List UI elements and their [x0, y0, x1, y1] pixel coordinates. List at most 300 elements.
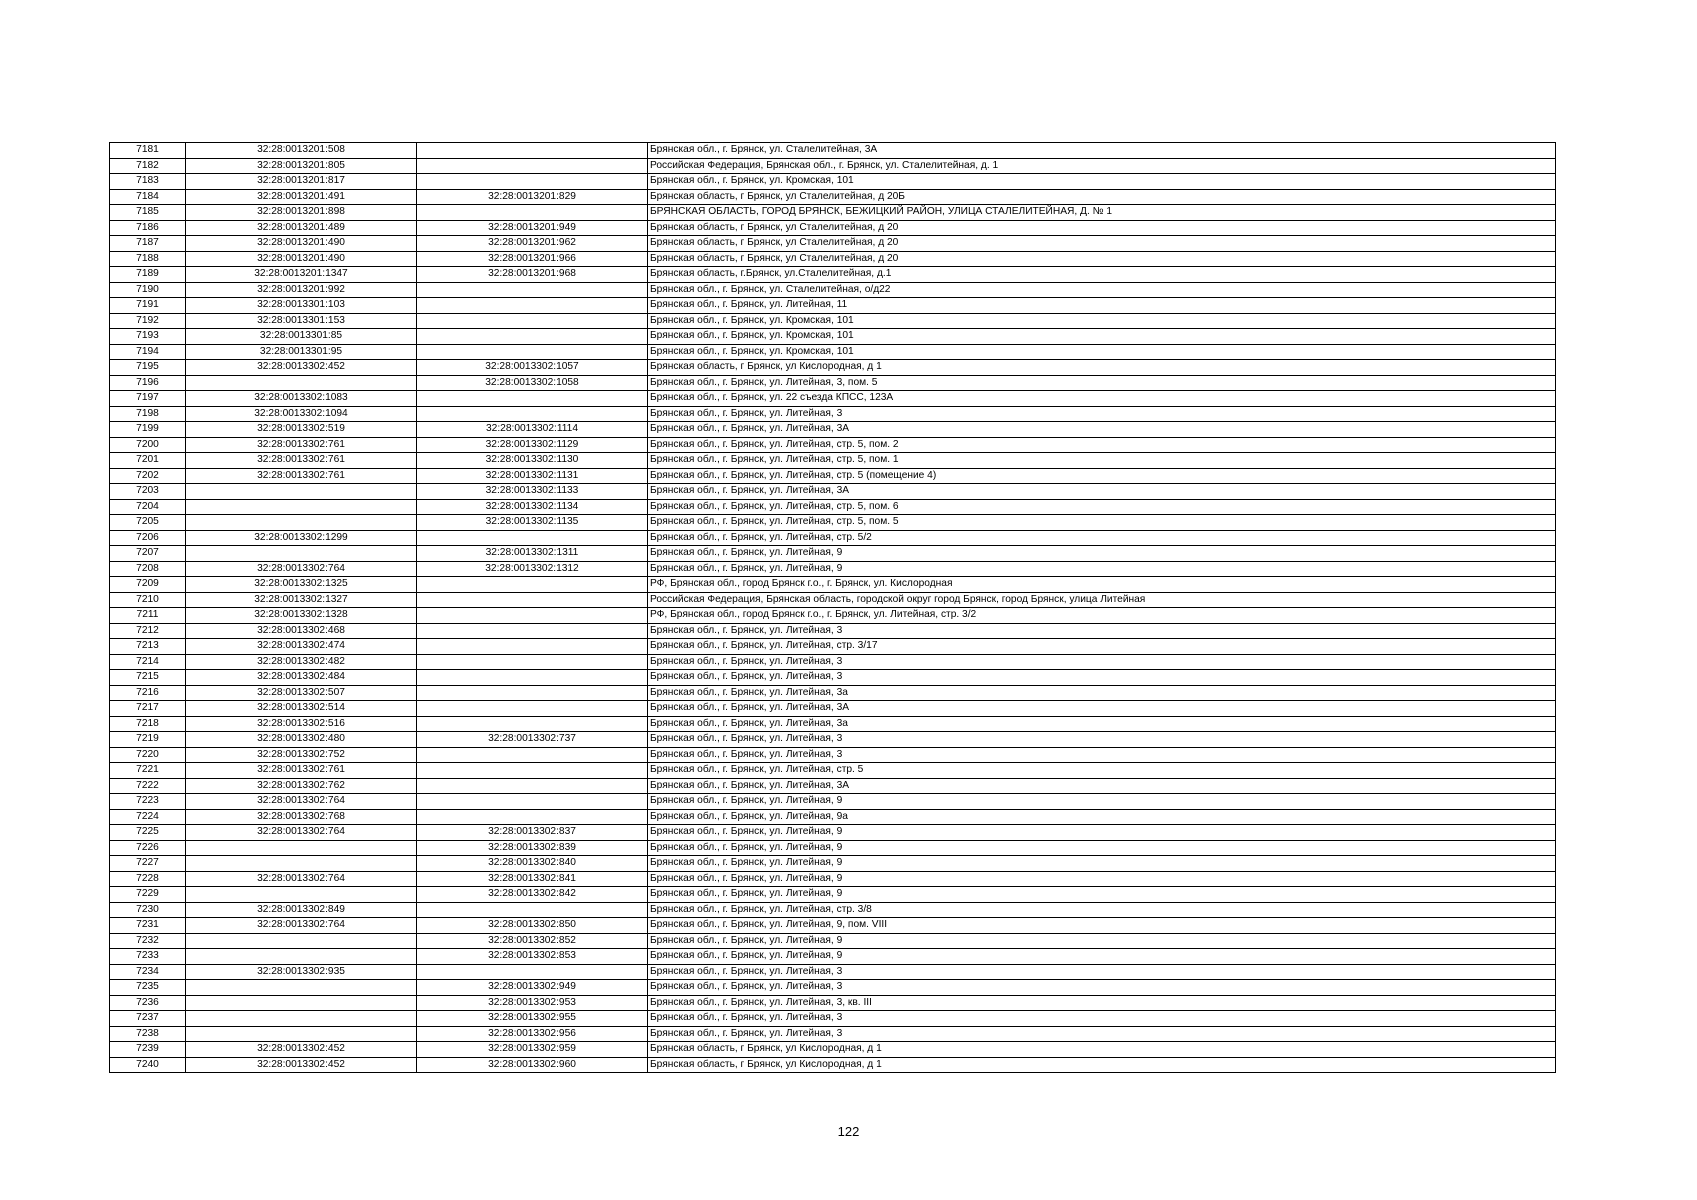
- address-cell: Брянская обл., г. Брянск, ул. Литейная, 3а: [648, 716, 1556, 732]
- table-row: [110, 453, 1556, 469]
- table-row: [110, 980, 1556, 996]
- related-cadastral-number-cell: 32:28:0013302:850: [417, 918, 648, 934]
- cadastral-number-cell: 32:28:0013201:898: [186, 205, 417, 221]
- related-cadastral-number-cell: 32:28:0013302:1130: [417, 453, 648, 469]
- related-cadastral-number-cell: 32:28:0013201:966: [417, 251, 648, 267]
- related-cadastral-number-cell: 32:28:0013302:1133: [417, 484, 648, 500]
- table-row: [110, 902, 1556, 918]
- address-cell: Брянская обл., г. Брянск, ул. Литейная, стр. 5/2: [648, 530, 1556, 546]
- related-cadastral-number-cell: 32:28:0013302:1134: [417, 499, 648, 515]
- row-number-cell: 7204: [110, 499, 186, 515]
- related-cadastral-number-cell: [417, 391, 648, 407]
- address-cell: Брянская обл., г. Брянск, ул. Литейная, 3А: [648, 422, 1556, 438]
- table-row: [110, 360, 1556, 376]
- table-row: [110, 577, 1556, 593]
- related-cadastral-number-cell: [417, 654, 648, 670]
- row-number-cell: 7213: [110, 639, 186, 655]
- table-row: [110, 236, 1556, 252]
- table-row: [110, 685, 1556, 701]
- row-number-cell: 7214: [110, 654, 186, 670]
- table-row: [110, 747, 1556, 763]
- cadastral-number-cell: [186, 949, 417, 965]
- address-cell: Брянская обл., г. Брянск, ул. Литейная, 3, пом. 5: [648, 375, 1556, 391]
- address-cell: Брянская область, г Брянск, ул Сталелитейная, д 20: [648, 251, 1556, 267]
- related-cadastral-number-cell: 32:28:0013302:959: [417, 1042, 648, 1058]
- related-cadastral-number-cell: [417, 778, 648, 794]
- row-number-cell: 7216: [110, 685, 186, 701]
- row-number-cell: 7212: [110, 623, 186, 639]
- row-number-cell: 7190: [110, 282, 186, 298]
- table-row: [110, 313, 1556, 329]
- row-number-cell: 7196: [110, 375, 186, 391]
- row-number-cell: 7240: [110, 1057, 186, 1073]
- cadastral-number-cell: [186, 980, 417, 996]
- related-cadastral-number-cell: [417, 298, 648, 314]
- table-row: [110, 716, 1556, 732]
- page-number: 122: [837, 1124, 860, 1139]
- related-cadastral-number-cell: [417, 174, 648, 190]
- address-cell: Брянская обл., г. Брянск, ул. Литейная, 9: [648, 825, 1556, 841]
- table-row: [110, 918, 1556, 934]
- table-row: [110, 174, 1556, 190]
- row-number-cell: 7191: [110, 298, 186, 314]
- related-cadastral-number-cell: [417, 639, 648, 655]
- related-cadastral-number-cell: 32:28:0013302:1057: [417, 360, 648, 376]
- related-cadastral-number-cell: [417, 716, 648, 732]
- address-cell: Брянская обл., г. Брянск, ул. Кромская, 101: [648, 174, 1556, 190]
- address-cell: Брянская обл., г. Брянск, ул. Литейная, 3: [648, 964, 1556, 980]
- address-cell: Брянская обл., г. Брянск, ул. Литейная, 9: [648, 949, 1556, 965]
- address-cell: Брянская обл., г. Брянск, ул. Литейная, 3: [648, 406, 1556, 422]
- table-row: [110, 639, 1556, 655]
- row-number-cell: 7197: [110, 391, 186, 407]
- cadastral-number-cell: [186, 1026, 417, 1042]
- cadastral-number-cell: 32:28:0013302:452: [186, 360, 417, 376]
- address-cell: Брянская обл., г. Брянск, ул. Кромская, 101: [648, 329, 1556, 345]
- cadastral-number-cell: 32:28:0013302:935: [186, 964, 417, 980]
- row-number-cell: 7192: [110, 313, 186, 329]
- row-number-cell: 7203: [110, 484, 186, 500]
- address-cell: РФ, Брянская обл., город Брянск г.о., г. Брянск, ул. Литейная, стр. 3/2: [648, 608, 1556, 624]
- address-cell: Брянская обл., г. Брянск, ул. Кромская, 101: [648, 344, 1556, 360]
- address-cell: Брянская область, г Брянск, ул Сталелитейная, д 20: [648, 220, 1556, 236]
- row-number-cell: 7200: [110, 437, 186, 453]
- related-cadastral-number-cell: [417, 329, 648, 345]
- related-cadastral-number-cell: [417, 794, 648, 810]
- row-number-cell: 7184: [110, 189, 186, 205]
- table-row: [110, 158, 1556, 174]
- cadastral-number-cell: 32:28:0013302:761: [186, 453, 417, 469]
- table-row: [110, 406, 1556, 422]
- cadastral-number-cell: 32:28:0013302:764: [186, 794, 417, 810]
- address-cell: Брянская обл., г. Брянск, ул. Литейная, 3: [648, 1026, 1556, 1042]
- address-cell: Брянская обл., г. Брянск, ул. Литейная, 3а: [648, 685, 1556, 701]
- cadastral-number-cell: 32:28:0013302:482: [186, 654, 417, 670]
- address-cell: Брянская обл., г. Брянск, ул. Литейная, 9: [648, 840, 1556, 856]
- row-number-cell: 7221: [110, 763, 186, 779]
- address-cell: Брянская обл., г. Брянск, ул. Литейная, 3А: [648, 701, 1556, 717]
- cadastral-number-cell: [186, 995, 417, 1011]
- cadastral-number-cell: [186, 887, 417, 903]
- row-number-cell: 7227: [110, 856, 186, 872]
- row-number-cell: 7219: [110, 732, 186, 748]
- cadastral-number-cell: 32:28:0013301:95: [186, 344, 417, 360]
- related-cadastral-number-cell: 32:28:0013302:949: [417, 980, 648, 996]
- address-cell: Брянская обл., г. Брянск, ул. Литейная, 3: [648, 654, 1556, 670]
- related-cadastral-number-cell: 32:28:0013302:960: [417, 1057, 648, 1073]
- cadastral-number-cell: [186, 484, 417, 500]
- cadastral-number-cell: 32:28:0013302:516: [186, 716, 417, 732]
- related-cadastral-number-cell: 32:28:0013302:1129: [417, 437, 648, 453]
- cadastral-number-cell: 32:28:0013302:484: [186, 670, 417, 686]
- table-row: [110, 670, 1556, 686]
- row-number-cell: 7208: [110, 561, 186, 577]
- address-cell: Брянская обл., г. Брянск, ул. Литейная, 3: [648, 732, 1556, 748]
- cadastral-number-cell: 32:28:0013302:468: [186, 623, 417, 639]
- cadastral-number-cell: 32:28:0013201:491: [186, 189, 417, 205]
- address-cell: РФ, Брянская обл., город Брянск г.о., г. Брянск, ул. Кислородная: [648, 577, 1556, 593]
- related-cadastral-number-cell: 32:28:0013302:837: [417, 825, 648, 841]
- address-cell: Брянская обл., г. Брянск, ул. Литейная, 3, кв. III: [648, 995, 1556, 1011]
- row-number-cell: 7187: [110, 236, 186, 252]
- table-row: [110, 623, 1556, 639]
- related-cadastral-number-cell: [417, 530, 648, 546]
- address-cell: Брянская обл., г. Брянск, ул. Литейная, 9: [648, 794, 1556, 810]
- address-cell: Брянская обл., г. Брянск, ул. Кромская, 101: [648, 313, 1556, 329]
- table-row: [110, 267, 1556, 283]
- row-number-cell: 7207: [110, 546, 186, 562]
- cadastral-number-cell: 32:28:0013302:764: [186, 561, 417, 577]
- row-number-cell: 7235: [110, 980, 186, 996]
- cadastral-number-cell: 32:28:0013201:992: [186, 282, 417, 298]
- address-cell: Брянская область, г Брянск, ул Кислородная, д 1: [648, 1042, 1556, 1058]
- row-number-cell: 7233: [110, 949, 186, 965]
- related-cadastral-number-cell: [417, 763, 648, 779]
- table-row: [110, 344, 1556, 360]
- row-number-cell: 7239: [110, 1042, 186, 1058]
- address-cell: Брянская область, г Брянск, ул Кислородная, д 1: [648, 1057, 1556, 1073]
- table-row: [110, 933, 1556, 949]
- cadastral-number-cell: 32:28:0013302:1094: [186, 406, 417, 422]
- table-row: [110, 964, 1556, 980]
- related-cadastral-number-cell: [417, 205, 648, 221]
- cadastral-number-cell: 32:28:0013302:452: [186, 1057, 417, 1073]
- table-row: [110, 794, 1556, 810]
- address-cell: Брянская обл., г. Брянск, ул. Литейная, 11: [648, 298, 1556, 314]
- table-row: [110, 871, 1556, 887]
- related-cadastral-number-cell: [417, 313, 648, 329]
- address-cell: Брянская обл., г. Брянск, ул. Литейная, стр. 5, пом. 6: [648, 499, 1556, 515]
- related-cadastral-number-cell: [417, 670, 648, 686]
- row-number-cell: 7189: [110, 267, 186, 283]
- row-number-cell: 7220: [110, 747, 186, 763]
- table-row: [110, 778, 1556, 794]
- address-cell: Брянская обл., г. Брянск, ул. Литейная, 3: [648, 623, 1556, 639]
- cadastral-number-cell: 32:28:0013302:1299: [186, 530, 417, 546]
- table-row: [110, 546, 1556, 562]
- table-row: [110, 654, 1556, 670]
- address-cell: Брянская область, г Брянск, ул Сталелитейная, д 20Б: [648, 189, 1556, 205]
- row-number-cell: 7193: [110, 329, 186, 345]
- row-number-cell: 7188: [110, 251, 186, 267]
- address-cell: Брянская обл., г. Брянск, ул. 22 съезда КПСС, 123А: [648, 391, 1556, 407]
- related-cadastral-number-cell: [417, 158, 648, 174]
- address-cell: Брянская обл., г. Брянск, ул. Литейная, 3: [648, 1011, 1556, 1027]
- address-cell: Брянская обл., г. Брянск, ул. Литейная, 9а: [648, 809, 1556, 825]
- cadastral-number-cell: 32:28:0013302:1083: [186, 391, 417, 407]
- related-cadastral-number-cell: 32:28:0013302:1114: [417, 422, 648, 438]
- cadastral-number-cell: 32:28:0013201:508: [186, 143, 417, 159]
- address-cell: Брянская область, г.Брянск, ул.Сталелитейная, д.1: [648, 267, 1556, 283]
- related-cadastral-number-cell: [417, 143, 648, 159]
- related-cadastral-number-cell: [417, 592, 648, 608]
- row-number-cell: 7237: [110, 1011, 186, 1027]
- cadastral-number-cell: [186, 375, 417, 391]
- cadastral-number-cell: [186, 840, 417, 856]
- cadastral-number-cell: [186, 933, 417, 949]
- address-cell: Брянская обл., г. Брянск, ул. Литейная, 9: [648, 856, 1556, 872]
- related-cadastral-number-cell: 32:28:0013302:842: [417, 887, 648, 903]
- related-cadastral-number-cell: 32:28:0013302:955: [417, 1011, 648, 1027]
- row-number-cell: 7222: [110, 778, 186, 794]
- row-number-cell: 7201: [110, 453, 186, 469]
- row-number-cell: 7230: [110, 902, 186, 918]
- table-row: [110, 391, 1556, 407]
- table-row: [110, 856, 1556, 872]
- address-cell: Брянская обл., г. Брянск, ул. Литейная, 3: [648, 670, 1556, 686]
- address-cell: Брянская обл., г. Брянск, ул. Литейная, 9: [648, 871, 1556, 887]
- related-cadastral-number-cell: [417, 344, 648, 360]
- address-cell: Брянская обл., г. Брянск, ул. Литейная, 9, пом. VIII: [648, 918, 1556, 934]
- related-cadastral-number-cell: 32:28:0013201:829: [417, 189, 648, 205]
- table-row: [110, 995, 1556, 1011]
- table-row: [110, 298, 1556, 314]
- table-row: [110, 825, 1556, 841]
- row-number-cell: 7238: [110, 1026, 186, 1042]
- table-row: [110, 251, 1556, 267]
- cadastral-number-cell: 32:28:0013302:752: [186, 747, 417, 763]
- table-row: [110, 1042, 1556, 1058]
- cadastral-number-cell: 32:28:0013302:1328: [186, 608, 417, 624]
- related-cadastral-number-cell: 32:28:0013201:968: [417, 267, 648, 283]
- related-cadastral-number-cell: [417, 685, 648, 701]
- address-cell: Брянская обл., г. Брянск, ул. Литейная, стр. 5: [648, 763, 1556, 779]
- cadastral-number-cell: 32:28:0013302:474: [186, 639, 417, 655]
- row-number-cell: 7234: [110, 964, 186, 980]
- cadastral-number-cell: [186, 856, 417, 872]
- table-row: [110, 887, 1556, 903]
- address-cell: Брянская обл., г. Брянск, ул. Литейная, 3: [648, 980, 1556, 996]
- table-row: [110, 608, 1556, 624]
- related-cadastral-number-cell: 32:28:0013302:1311: [417, 546, 648, 562]
- table-row: [110, 143, 1556, 159]
- cadastral-number-cell: 32:28:0013302:849: [186, 902, 417, 918]
- cadastral-number-cell: 32:28:0013302:764: [186, 825, 417, 841]
- related-cadastral-number-cell: 32:28:0013302:953: [417, 995, 648, 1011]
- address-cell: Российская Федерация, Брянская область, городской округ город Брянск, город Брянск, улица Литейная: [648, 592, 1556, 608]
- row-number-cell: 7211: [110, 608, 186, 624]
- row-number-cell: 7194: [110, 344, 186, 360]
- related-cadastral-number-cell: 32:28:0013302:839: [417, 840, 648, 856]
- related-cadastral-number-cell: [417, 577, 648, 593]
- cadastral-number-cell: 32:28:0013302:764: [186, 918, 417, 934]
- cadastral-number-cell: 32:28:0013201:489: [186, 220, 417, 236]
- row-number-cell: 7225: [110, 825, 186, 841]
- row-number-cell: 7209: [110, 577, 186, 593]
- row-number-cell: 7231: [110, 918, 186, 934]
- cadastral-number-cell: [186, 546, 417, 562]
- cadastral-number-cell: 32:28:0013302:480: [186, 732, 417, 748]
- address-cell: Брянская обл., г. Брянск, ул. Литейная, стр. 5, пом. 2: [648, 437, 1556, 453]
- registry-table: [109, 142, 1556, 1073]
- cadastral-number-cell: 32:28:0013201:490: [186, 236, 417, 252]
- row-number-cell: 7182: [110, 158, 186, 174]
- cadastral-number-cell: [186, 1011, 417, 1027]
- related-cadastral-number-cell: 32:28:0013201:949: [417, 220, 648, 236]
- row-number-cell: 7218: [110, 716, 186, 732]
- related-cadastral-number-cell: 32:28:0013302:1058: [417, 375, 648, 391]
- related-cadastral-number-cell: 32:28:0013201:962: [417, 236, 648, 252]
- address-cell: Брянская область, г Брянск, ул Кислородная, д 1: [648, 360, 1556, 376]
- row-number-cell: 7185: [110, 205, 186, 221]
- address-cell: Российская Федерация, Брянская обл., г. Брянск, ул. Сталелитейная, д. 1: [648, 158, 1556, 174]
- table-row: [110, 515, 1556, 531]
- address-cell: Брянская обл., г. Брянск, ул. Литейная, 9: [648, 561, 1556, 577]
- table-row: [110, 530, 1556, 546]
- table-row: [110, 282, 1556, 298]
- table-row: [110, 499, 1556, 515]
- related-cadastral-number-cell: 32:28:0013302:956: [417, 1026, 648, 1042]
- row-number-cell: 7195: [110, 360, 186, 376]
- cadastral-number-cell: 32:28:0013301:85: [186, 329, 417, 345]
- address-cell: Брянская обл., г. Брянск, ул. Литейная, стр. 5, пом. 5: [648, 515, 1556, 531]
- table-row: [110, 468, 1556, 484]
- cadastral-number-cell: 32:28:0013201:805: [186, 158, 417, 174]
- address-cell: Брянская обл., г. Брянск, ул. Литейная, стр. 5 (помещение 4): [648, 468, 1556, 484]
- cadastral-number-cell: 32:28:0013302:761: [186, 763, 417, 779]
- related-cadastral-number-cell: 32:28:0013302:737: [417, 732, 648, 748]
- related-cadastral-number-cell: 32:28:0013302:841: [417, 871, 648, 887]
- related-cadastral-number-cell: 32:28:0013302:1135: [417, 515, 648, 531]
- address-cell: Брянская обл., г. Брянск, ул. Сталелитейная, 3А: [648, 143, 1556, 159]
- address-cell: Брянская обл., г. Брянск, ул. Литейная, стр. 5, пом. 1: [648, 453, 1556, 469]
- table-row: [110, 763, 1556, 779]
- row-number-cell: 7236: [110, 995, 186, 1011]
- registry-table-body: [110, 143, 1556, 1073]
- cadastral-number-cell: 32:28:0013302:764: [186, 871, 417, 887]
- row-number-cell: 7232: [110, 933, 186, 949]
- related-cadastral-number-cell: [417, 406, 648, 422]
- related-cadastral-number-cell: 32:28:0013302:840: [417, 856, 648, 872]
- related-cadastral-number-cell: 32:28:0013302:852: [417, 933, 648, 949]
- cadastral-number-cell: 32:28:0013201:1347: [186, 267, 417, 283]
- row-number-cell: 7183: [110, 174, 186, 190]
- cadastral-number-cell: 32:28:0013302:1327: [186, 592, 417, 608]
- cadastral-number-cell: 32:28:0013302:761: [186, 437, 417, 453]
- table-row: [110, 701, 1556, 717]
- cadastral-number-cell: 32:28:0013301:153: [186, 313, 417, 329]
- related-cadastral-number-cell: [417, 747, 648, 763]
- related-cadastral-number-cell: [417, 902, 648, 918]
- table-row: [110, 437, 1556, 453]
- row-number-cell: 7217: [110, 701, 186, 717]
- related-cadastral-number-cell: [417, 282, 648, 298]
- row-number-cell: 7198: [110, 406, 186, 422]
- table-row: [110, 840, 1556, 856]
- cadastral-number-cell: 32:28:0013302:519: [186, 422, 417, 438]
- related-cadastral-number-cell: [417, 964, 648, 980]
- table-row: [110, 561, 1556, 577]
- row-number-cell: 7186: [110, 220, 186, 236]
- address-cell: Брянская обл., г. Брянск, ул. Литейная, стр. 3/17: [648, 639, 1556, 655]
- row-number-cell: 7215: [110, 670, 186, 686]
- row-number-cell: 7229: [110, 887, 186, 903]
- row-number-cell: 7210: [110, 592, 186, 608]
- table-row: [110, 732, 1556, 748]
- related-cadastral-number-cell: 32:28:0013302:853: [417, 949, 648, 965]
- table-row: [110, 1011, 1556, 1027]
- related-cadastral-number-cell: [417, 623, 648, 639]
- address-cell: БРЯНСКАЯ ОБЛАСТЬ, ГОРОД БРЯНСК, БЕЖИЦКИЙ РАЙОН, УЛИЦА СТАЛЕЛИТЕЙНАЯ, Д. № 1: [648, 205, 1556, 221]
- table-row: [110, 592, 1556, 608]
- row-number-cell: 7199: [110, 422, 186, 438]
- related-cadastral-number-cell: [417, 608, 648, 624]
- table-row: [110, 329, 1556, 345]
- row-number-cell: 7224: [110, 809, 186, 825]
- cadastral-number-cell: 32:28:0013302:452: [186, 1042, 417, 1058]
- table-row: [110, 949, 1556, 965]
- cadastral-number-cell: 32:28:0013201:490: [186, 251, 417, 267]
- cadastral-number-cell: [186, 515, 417, 531]
- cadastral-number-cell: [186, 499, 417, 515]
- table-row: [110, 189, 1556, 205]
- row-number-cell: 7202: [110, 468, 186, 484]
- address-cell: Брянская обл., г. Брянск, ул. Литейная, 9: [648, 887, 1556, 903]
- cadastral-number-cell: 32:28:0013302:1325: [186, 577, 417, 593]
- address-cell: Брянская обл., г. Брянск, ул. Литейная, 9: [648, 933, 1556, 949]
- cadastral-number-cell: 32:28:0013302:762: [186, 778, 417, 794]
- row-number-cell: 7223: [110, 794, 186, 810]
- row-number-cell: 7181: [110, 143, 186, 159]
- row-number-cell: 7228: [110, 871, 186, 887]
- cadastral-number-cell: 32:28:0013302:514: [186, 701, 417, 717]
- table-row: [110, 205, 1556, 221]
- cadastral-number-cell: 32:28:0013301:103: [186, 298, 417, 314]
- table-row: [110, 220, 1556, 236]
- address-cell: Брянская обл., г. Брянск, ул. Литейная, 3А: [648, 778, 1556, 794]
- table-row: [110, 1057, 1556, 1073]
- address-cell: Брянская обл., г. Брянск, ул. Литейная, 9: [648, 546, 1556, 562]
- related-cadastral-number-cell: [417, 701, 648, 717]
- table-row: [110, 375, 1556, 391]
- table-row: [110, 484, 1556, 500]
- cadastral-number-cell: 32:28:0013302:768: [186, 809, 417, 825]
- cadastral-number-cell: 32:28:0013201:817: [186, 174, 417, 190]
- cadastral-number-cell: 32:28:0013302:507: [186, 685, 417, 701]
- address-cell: Брянская обл., г. Брянск, ул. Литейная, 3: [648, 747, 1556, 763]
- table-row: [110, 1026, 1556, 1042]
- cadastral-number-cell: 32:28:0013302:761: [186, 468, 417, 484]
- row-number-cell: 7206: [110, 530, 186, 546]
- address-cell: Брянская область, г Брянск, ул Сталелитейная, д 20: [648, 236, 1556, 252]
- related-cadastral-number-cell: 32:28:0013302:1312: [417, 561, 648, 577]
- row-number-cell: 7205: [110, 515, 186, 531]
- address-cell: Брянская обл., г. Брянск, ул. Литейная, 3А: [648, 484, 1556, 500]
- address-cell: Брянская обл., г. Брянск, ул. Сталелитейная, о/д22: [648, 282, 1556, 298]
- table-row: [110, 422, 1556, 438]
- address-cell: Брянская обл., г. Брянск, ул. Литейная, стр. 3/8: [648, 902, 1556, 918]
- row-number-cell: 7226: [110, 840, 186, 856]
